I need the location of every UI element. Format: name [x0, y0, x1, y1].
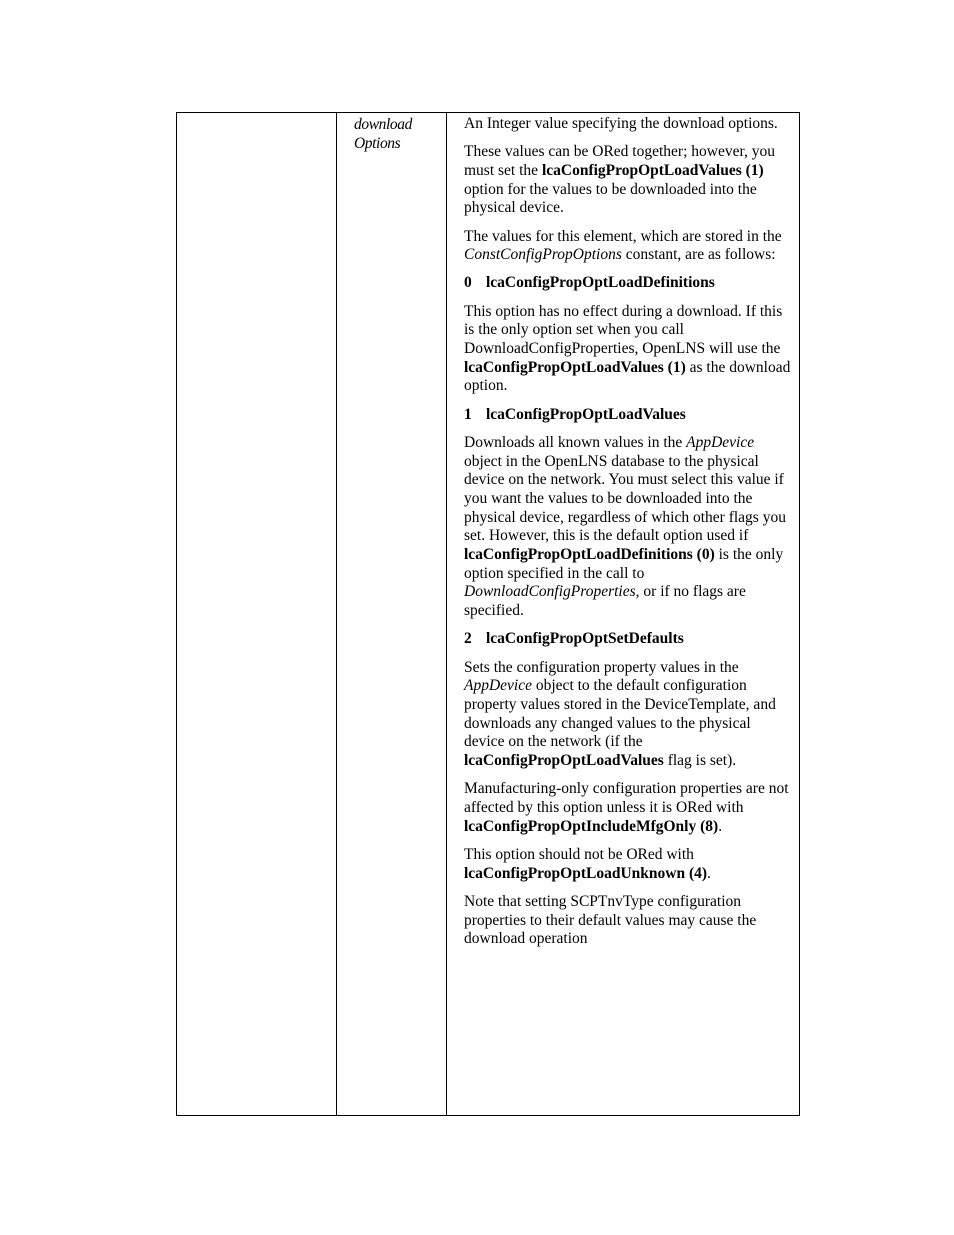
description-paragraph [464, 228, 794, 265]
text-run: option for the values to be downloaded into the physical device. [464, 180, 757, 217]
option-description [464, 434, 794, 621]
description-paragraph: An Integer value specifying the download options. [464, 115, 778, 132]
text-run: , or if no flags are specified. [464, 583, 746, 620]
option-name: lcaConfigPropOptLoadValues [486, 405, 686, 423]
option-description [464, 303, 794, 397]
text-run: This option has no effect during a download. If this is the only option set when you call DownloadConfigProperties, OpenLNS will use the [464, 302, 783, 358]
text-run: object in the OpenLNS database to the physical device on the network. You must select this value if you want the values to be downloaded into the physical device, regardless of which other flags you set. However, this is the default option used if [464, 452, 786, 545]
text-run: object to the default configuration property values stored in the DeviceTemplate, and downloads any changed values to the physical device on the network (if the [464, 677, 776, 751]
option-description [464, 846, 794, 883]
text-run: . [718, 817, 723, 835]
parameter-name-line: download [354, 116, 412, 133]
parameter-name-line: Options [354, 135, 401, 152]
text-run: as the download option. [464, 358, 791, 395]
text-run: These values can be ORed together; however, you must set the [464, 143, 775, 179]
constant-name: lcaConfigPropOptLoadValues [464, 752, 664, 770]
constant-name: lcaConfigPropOptLoadValues (1) [541, 161, 764, 179]
text-run: constant, are as follows: [621, 246, 776, 264]
text-run: is the only option specified in the call to [464, 546, 784, 582]
type-name: AppDevice [464, 677, 532, 695]
option-name: lcaConfigPropOptLoadDefinitions [486, 274, 715, 292]
constant-name: lcaConfigPropOptLoadUnknown (4) [464, 864, 708, 882]
description-paragraph [464, 143, 794, 218]
option-description [464, 780, 794, 836]
type-name: ConstConfigPropOptions [464, 246, 622, 264]
option-description: Note that setting SCPTnvType configuration properties to their default values may cause the download operation [464, 892, 757, 948]
text-run: Downloads all known values in the [464, 433, 687, 451]
text-run: Manufacturing-only configuration properties are not affected by this option unless it is ORed with [464, 780, 789, 816]
column-divider [446, 113, 447, 1115]
option-heading [464, 630, 794, 649]
option-description [464, 659, 794, 771]
option-heading [464, 274, 794, 293]
constant-name: lcaConfigPropOptIncludeMfgOnly (8) [464, 817, 719, 835]
text-run: Sets the configuration property values in the [464, 658, 739, 676]
constant-name: lcaConfigPropOptLoadValues (1) [464, 358, 686, 376]
parameter-table [176, 112, 800, 1116]
option-name: lcaConfigPropOptSetDefaults [486, 630, 684, 648]
option-heading [464, 406, 794, 425]
type-name: AppDevice [686, 433, 755, 451]
text-run: This option should not be ORed with [464, 845, 694, 863]
method-name: DownloadConfigProperties [464, 583, 636, 601]
text-run: . [707, 864, 711, 882]
constant-name: lcaConfigPropOptLoadDefinitions (0) [464, 546, 715, 564]
parameter-description [464, 115, 794, 958]
parameter-name [354, 115, 454, 153]
option-number: 0 [464, 274, 472, 292]
text-run: The values for this element, which are stored in the [464, 227, 782, 245]
option-number: 2 [464, 630, 472, 648]
option-number: 1 [464, 405, 472, 423]
column-divider [336, 113, 337, 1115]
text-run: flag is set). [663, 752, 737, 770]
